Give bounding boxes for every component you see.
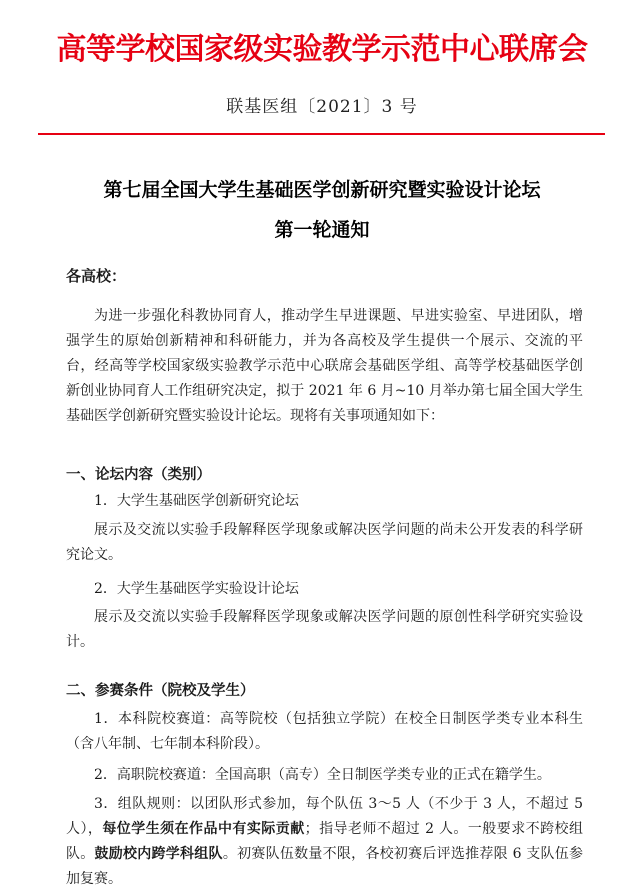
section1-item1-description: 展示及交流以实验手段解释医学现象或解决医学问题的尚未公开发表的科学研究论文。 [66, 522, 583, 563]
notice-title: 第七届全国大学生基础医学创新研究暨实验设计论坛 [103, 179, 541, 201]
team-rule-text: 3．组队规则：以团队形式参加，每个队伍 3～5 人（不少于 3 人，不超过 5 人）， [66, 796, 583, 837]
advisor-rule-text: ；指导老师不超过 2 人。一般要求不跨校组队。 [66, 821, 584, 862]
notice-subtitle: 第一轮通知 [274, 219, 370, 241]
org-letterhead-title: 高等学校国家级实验教学示范中心联席会 [56, 32, 588, 67]
preliminary-rule-text: 。初赛队伍数量不限，各校初赛后评选推荐限 6 支队伍参加复赛。 [66, 846, 583, 887]
section2-item3 [66, 792, 583, 892]
salutation: 各高校： [66, 267, 127, 285]
section-heading-eligibility: 二、参赛条件（院校及学生） [66, 683, 255, 699]
contribution-emphasis: 每位学生须在作品中有实际贡献 [102, 821, 305, 837]
section-heading-content: 一、论坛内容（类别） [66, 467, 211, 483]
letterhead-divider [38, 133, 605, 135]
section2-item2: 2．高职院校赛道：全国高职（高专）全日制医学类专业的正式在籍学生。 [94, 767, 551, 783]
intro-paragraph: 为进一步强化科教协同育人，推动学生早进课题、早进实验室、早进团队，增强学生的原始创新精神和科研能力，并为各高校及学生提供一个展示、交流的平台，经高等学校国家级实验教学示范中心联席会基础医学组、高等学校基础医学创新创业协同育人工作组研究决定，拟于 2021 年 6 月~10 月举办第七届全国大学生基础医学创新研究暨实验设计论坛。现将有关事项通知如下： [66, 308, 583, 424]
section1-item2-description: 展示及交流以实验手段解释医学现象或解决医学问题的原创性科学研究实验设计。 [66, 609, 583, 650]
document-number: 联基医组〔2021〕3 号 [226, 97, 418, 117]
section1-item1-title: 1．大学生基础医学创新研究论坛 [94, 493, 299, 509]
section2-item1: 1．本科院校赛道：高等院校（包括独立学院）在校全日制医学类专业本科生（含八年制、七年制本科阶段）。 [66, 711, 583, 752]
interdisciplinary-emphasis: 鼓励校内跨学科组队 [94, 846, 223, 862]
section1-item2-title: 2．大学生基础医学实验设计论坛 [94, 581, 299, 597]
